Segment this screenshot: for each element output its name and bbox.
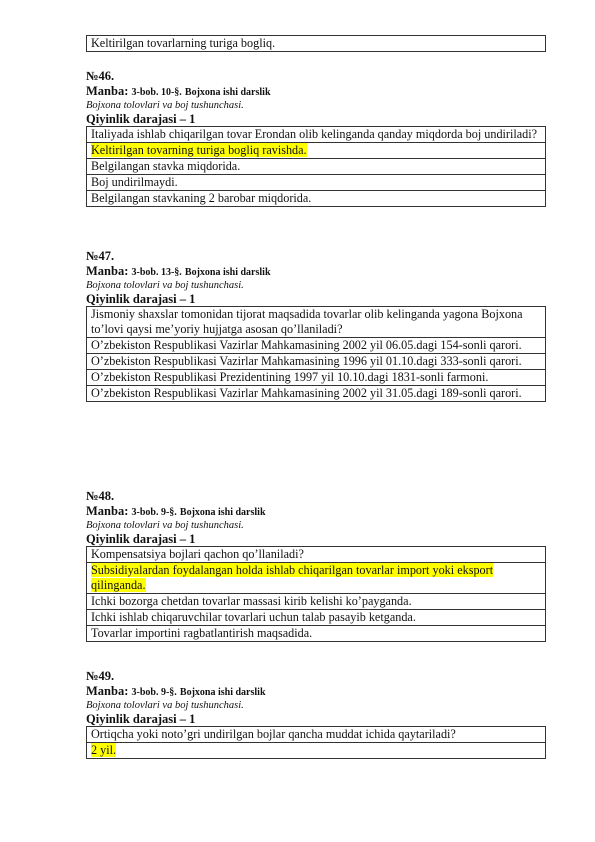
highlighted-answer: 2 yil. (91, 743, 117, 757)
source-label: Manba: (86, 684, 129, 698)
question-number: №49. (86, 669, 115, 683)
source-label: Manba: (86, 84, 129, 98)
difficulty-line: Qiyinlik darajasi – 1 (86, 112, 196, 126)
answer-option: O’zbekiston Respublikasi Vazirlar Mahkamasining 2002 yil 31.05.dagi 189-sonli qarori. (87, 386, 546, 402)
answer-option: O’zbekiston Respublikasi Vazirlar Mahkamasining 2002 yil 06.05.dagi 154-sonli qarori. (87, 338, 546, 354)
answer-option: Keltirilgan tovarlarning turiga bogliq. (87, 36, 546, 52)
source-ref: 3-bob. 9-§. (131, 507, 177, 518)
source-ref: 3-bob. 10-§. (131, 87, 182, 98)
source-book: Bojxona ishi darslik (179, 507, 266, 518)
answer-table-prev (86, 35, 546, 52)
answer-option-correct (87, 143, 546, 159)
answer-option: Ichki bozorga chetdan tovarlar massasi kirib kelishi ko’payganda. (87, 594, 546, 610)
question-table (86, 546, 546, 642)
question-number: №48. (86, 489, 115, 503)
answer-option: O’zbekiston Respublikasi Vazirlar Mahkamasining 1996 yil 01.10.dagi 333-sonli qarori. (87, 354, 546, 370)
question-block-46 (86, 69, 546, 207)
answer-option: O’zbekiston Respublikasi Prezidentining 1997 yil 10.10.dagi 1831-sonli farmoni. (87, 370, 546, 386)
question-table (86, 306, 546, 402)
topic-line: Bojxona tolovlari va boj tushunchasi. (86, 520, 244, 531)
answer-option-correct (87, 743, 546, 759)
question-text: Kompensatsiya bojlari qachon qo’llaniladi? (87, 547, 546, 563)
top-continuation-block (86, 35, 546, 52)
question-table (86, 126, 546, 207)
source-line (86, 264, 546, 280)
answer-option: Tovarlar importini ragbatlantirish maqsadida. (87, 626, 546, 642)
answer-option: Ichki ishlab chiqaruvchilar tovarlari uchun talab pasayib ketganda. (87, 610, 546, 626)
answer-option: Belgilangan stavka miqdorida. (87, 159, 546, 175)
answer-option-correct (87, 563, 546, 594)
source-line (86, 84, 546, 100)
answer-option: Belgilangan stavkaning 2 barobar miqdorida. (87, 191, 546, 207)
source-book: Bojxona ishi darslik (179, 687, 266, 698)
question-block-47 (86, 249, 546, 402)
question-table (86, 726, 546, 759)
topic-line: Bojxona tolovlari va boj tushunchasi. (86, 280, 244, 291)
question-block-48 (86, 489, 546, 642)
question-text: Jismoniy shaxslar tomonidan tijorat maqsadida tovarlar olib kelinganda yagona Bojxona to’lovi qaysi me’yoriy hujjatga asosan qo’llaniladi? (87, 307, 546, 338)
highlighted-answer: Subsidiyalardan foydalangan holda ishlab chiqarilgan tovarlar import yoki eksport qilinganda. (91, 563, 494, 592)
source-book: Bojxona ishi darslik (184, 267, 271, 278)
difficulty-line: Qiyinlik darajasi – 1 (86, 532, 196, 546)
answer-option: Boj undirilmaydi. (87, 175, 546, 191)
question-text: Italiyada ishlab chiqarilgan tovar Erondan olib kelinganda qanday miqdorda boj undiriladi? (87, 127, 546, 143)
difficulty-line: Qiyinlik darajasi – 1 (86, 712, 196, 726)
source-label: Manba: (86, 504, 129, 518)
topic-line: Bojxona tolovlari va boj tushunchasi. (86, 100, 244, 111)
question-text: Ortiqcha yoki noto’gri undirilgan bojlar qancha muddat ichida qaytariladi? (87, 727, 546, 743)
source-ref: 3-bob. 9-§. (131, 687, 177, 698)
difficulty-line: Qiyinlik darajasi – 1 (86, 292, 196, 306)
topic-line: Bojxona tolovlari va boj tushunchasi. (86, 700, 244, 711)
source-ref: 3-bob. 13-§. (131, 267, 182, 278)
source-label: Manba: (86, 264, 129, 278)
question-number: №47. (86, 249, 115, 263)
source-book: Bojxona ishi darslik (184, 87, 271, 98)
question-number: №46. (86, 69, 115, 83)
source-line (86, 504, 546, 520)
highlighted-answer: Keltirilgan tovarning turiga bogliq ravishda. (91, 143, 307, 157)
source-line (86, 684, 546, 700)
question-block-49 (86, 669, 546, 759)
